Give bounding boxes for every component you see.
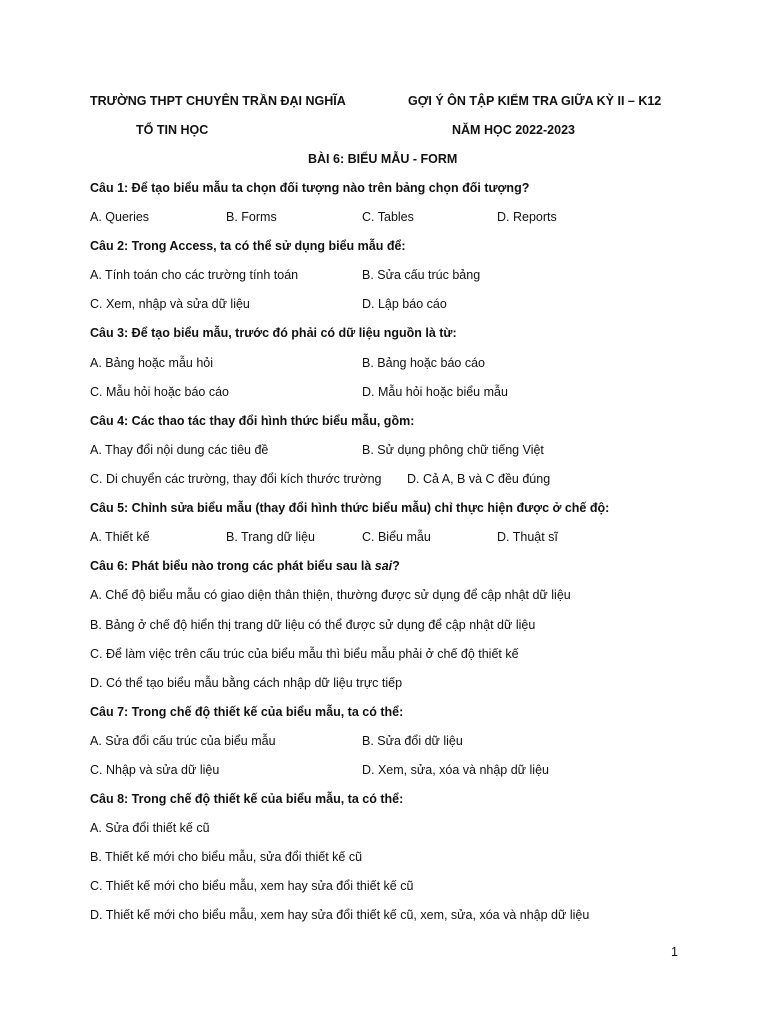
school-name: TRƯỜNG THPT CHUYÊN TRẦN ĐẠI NGHĨA — [90, 94, 346, 108]
option-3d: D. Mẫu hỏi hoặc biểu mẫu — [362, 385, 508, 399]
exam-title: GỢI Ý ÔN TẬP KIỂM TRA GIỮA KỲ II – K12 — [408, 94, 662, 108]
option-8b: B. Thiết kế mới cho biểu mẫu, sửa đổi thiết kế cũ — [90, 850, 363, 864]
option-6b: B. Bảng ở chế độ hiển thị trang dữ liệu có thể được sử dụng để cập nhật dữ liệu — [90, 618, 536, 632]
question-6-emphasis: sai — [374, 559, 393, 573]
question-7: Câu 7: Trong chế độ thiết kế của biểu mẫu, ta có thể: — [90, 705, 404, 719]
option-3b: B. Bảng hoặc báo cáo — [362, 356, 486, 370]
option-4a: A. Thay đổi nội dung các tiêu đề — [90, 443, 269, 457]
question-5: Câu 5: Chỉnh sửa biểu mẫu (thay đổi hình thức biểu mẫu) chỉ thực hiện được ở chế độ: — [90, 501, 610, 515]
option-5b: B. Trang dữ liệu — [226, 530, 315, 544]
option-8c: C. Thiết kế mới cho biểu mẫu, xem hay sửa đổi thiết kế cũ — [90, 879, 414, 893]
question-6 — [90, 559, 400, 573]
option-6d: D. Có thể tạo biểu mẫu bằng cách nhập dữ liệu trực tiếp — [90, 676, 403, 690]
option-6a: A. Chế độ biểu mẫu có giao diện thân thiện, thường được sử dụng để cập nhật dữ liệu — [90, 588, 571, 602]
question-6-suffix: ? — [392, 559, 400, 573]
option-1b: B. Forms — [226, 210, 277, 224]
option-8d: D. Thiết kế mới cho biểu mẫu, xem hay sửa đổi thiết kế cũ, xem, sửa, xóa và nhập dữ liệu — [90, 908, 590, 922]
option-5a: A. Thiết kế — [90, 530, 150, 544]
option-1c: C. Tables — [362, 210, 414, 224]
question-3: Câu 3: Để tạo biểu mẫu, trước đó phải có dữ liệu nguồn là từ: — [90, 326, 457, 340]
school-year: NĂM HỌC 2022-2023 — [452, 123, 575, 137]
option-5d: D. Thuật sĩ — [497, 530, 558, 544]
option-7d: D. Xem, sửa, xóa và nhập dữ liệu — [362, 763, 549, 777]
option-6c: C. Để làm việc trên cấu trúc của biểu mẫu thì biểu mẫu phải ở chế độ thiết kế — [90, 647, 519, 661]
option-4b: B. Sử dụng phông chữ tiếng Việt — [362, 443, 544, 457]
option-2c: C. Xem, nhập và sửa dữ liệu — [90, 297, 250, 311]
option-2d: D. Lập báo cáo — [362, 297, 447, 311]
option-2a: A. Tính toán cho các trường tính toán — [90, 268, 299, 282]
option-3a: A. Bảng hoặc mẫu hỏi — [90, 356, 213, 370]
option-7c: C. Nhập và sửa dữ liệu — [90, 763, 220, 777]
question-2: Câu 2: Trong Access, ta có thể sử dụng biểu mẫu để: — [90, 239, 406, 253]
option-4c: C. Di chuyển các trường, thay đổi kích thước trường — [90, 472, 382, 486]
option-4d: D. Cả A, B và C đều đúng — [407, 472, 551, 486]
question-1: Câu 1: Để tạo biểu mẫu ta chọn đối tượng nào trên bảng chọn đối tượng? — [90, 181, 530, 195]
option-2b: B. Sửa cấu trúc bảng — [362, 268, 481, 282]
option-1a: A. Queries — [90, 210, 150, 224]
page-number: 1 — [671, 945, 678, 959]
option-5c: C. Biểu mẫu — [362, 530, 431, 544]
option-3c: C. Mẫu hỏi hoặc báo cáo — [90, 385, 229, 399]
question-4: Câu 4: Các thao tác thay đổi hình thức biểu mẫu, gồm: — [90, 414, 415, 428]
question-8: Câu 8: Trong chế độ thiết kế của biểu mẫu, ta có thể: — [90, 792, 404, 806]
option-7a: A. Sửa đổi cấu trúc của biểu mẫu — [90, 734, 276, 748]
question-6-text: Câu 6: Phát biểu nào trong các phát biểu sau là — [90, 559, 375, 573]
option-8a: A. Sửa đổi thiết kế cũ — [90, 821, 210, 835]
option-1d: D. Reports — [497, 210, 557, 224]
department-name: TỔ TIN HỌC — [136, 123, 209, 137]
option-7b: B. Sửa đổi dữ liệu — [362, 734, 463, 748]
lesson-title: BÀI 6: BIỂU MẪU - FORM — [308, 152, 458, 166]
